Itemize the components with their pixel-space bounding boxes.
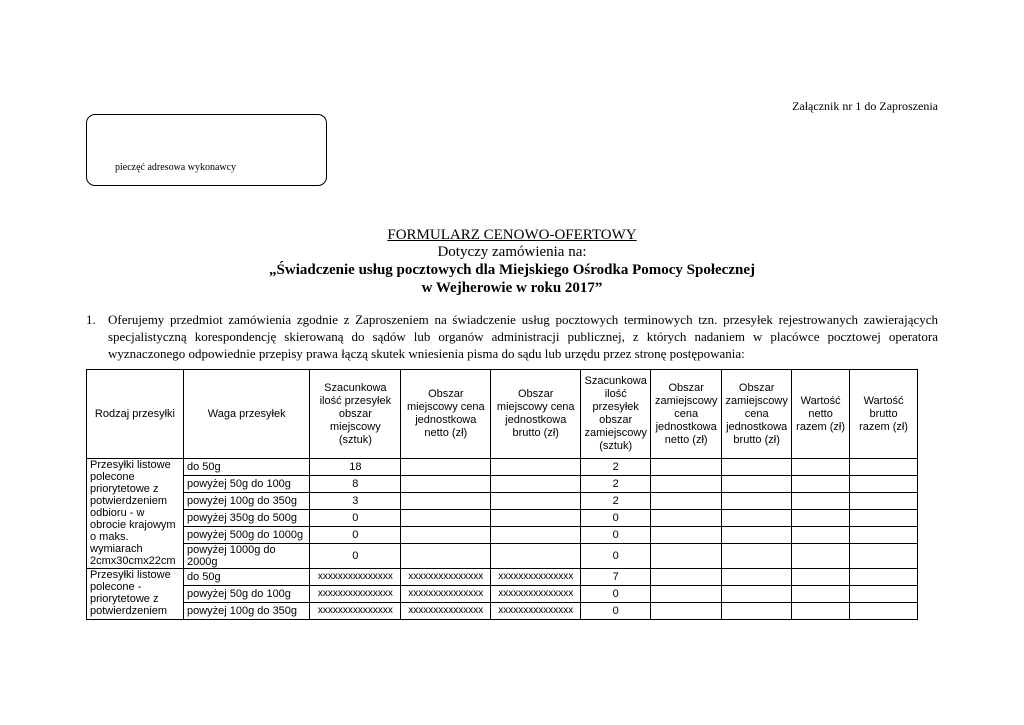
header-cell: Waga przesyłek: [183, 370, 309, 459]
weight-cell: powyżej 100g do 350g: [183, 603, 309, 620]
header-cell: Rodzaj przesyłki: [87, 370, 184, 459]
local-qty-cell: 0: [310, 510, 401, 527]
local-gross-price-cell[interactable]: [491, 493, 581, 510]
remote-net-price-cell[interactable]: [651, 476, 722, 493]
header-cell: Szacunkowa ilość przesyłek obszar miejscowy (sztuk): [310, 370, 401, 459]
local-qty-cell: 0: [310, 544, 401, 569]
remote-qty-cell: 2: [581, 476, 651, 493]
local-gross-price-cell: xxxxxxxxxxxxxxx: [491, 586, 581, 603]
table-row: [87, 476, 918, 493]
remote-net-price-cell[interactable]: [651, 493, 722, 510]
local-net-price-cell[interactable]: [401, 459, 491, 476]
remote-net-price-cell[interactable]: [651, 603, 722, 620]
local-qty-cell: xxxxxxxxxxxxxxx: [310, 569, 401, 586]
remote-gross-price-cell[interactable]: [722, 586, 792, 603]
order-subject-line-1: „Świadczenie usług pocztowych dla Miejskiego Ośrodka Pomocy Społecznej: [269, 262, 755, 278]
weight-cell: powyżej 500g do 1000g: [183, 527, 309, 544]
remote-net-price-cell[interactable]: [651, 544, 722, 569]
header-cell: Obszar miejscowy cena jednostkowa brutto (zł): [491, 370, 581, 459]
remote-qty-cell: 2: [581, 493, 651, 510]
local-qty-cell: 8: [310, 476, 401, 493]
local-gross-price-cell: xxxxxxxxxxxxxxx: [491, 569, 581, 586]
total-gross-cell[interactable]: [850, 544, 918, 569]
local-gross-price-cell[interactable]: [491, 544, 581, 569]
header-cell: Szacunkowa ilość przesyłek obszar zamiejscowy (sztuk): [581, 370, 651, 459]
local-net-price-cell: xxxxxxxxxxxxxxx: [401, 586, 491, 603]
remote-net-price-cell[interactable]: [651, 459, 722, 476]
remote-net-price-cell[interactable]: [651, 527, 722, 544]
total-net-cell[interactable]: [792, 586, 850, 603]
remote-gross-price-cell[interactable]: [722, 527, 792, 544]
remote-qty-cell: 0: [581, 527, 651, 544]
remote-gross-price-cell[interactable]: [722, 603, 792, 620]
table-row: [87, 603, 918, 620]
remote-net-price-cell[interactable]: [651, 586, 722, 603]
remote-net-price-cell[interactable]: [651, 569, 722, 586]
local-qty-cell: 0: [310, 527, 401, 544]
local-net-price-cell[interactable]: [401, 476, 491, 493]
remote-gross-price-cell[interactable]: [722, 544, 792, 569]
local-gross-price-cell[interactable]: [491, 510, 581, 527]
remote-gross-price-cell[interactable]: [722, 493, 792, 510]
total-net-cell[interactable]: [792, 527, 850, 544]
total-gross-cell[interactable]: [850, 527, 918, 544]
offer-number: 1.: [86, 312, 96, 327]
table-row: [87, 586, 918, 603]
local-net-price-cell: xxxxxxxxxxxxxxx: [401, 569, 491, 586]
weight-cell: do 50g: [183, 459, 309, 476]
weight-cell: powyżej 50g do 100g: [183, 476, 309, 493]
table-row: [87, 569, 918, 586]
total-net-cell[interactable]: [792, 569, 850, 586]
local-gross-price-cell[interactable]: [491, 459, 581, 476]
local-net-price-cell[interactable]: [401, 544, 491, 569]
local-gross-price-cell[interactable]: [491, 527, 581, 544]
total-gross-cell[interactable]: [850, 493, 918, 510]
weight-cell: powyżej 100g do 350g: [183, 493, 309, 510]
total-net-cell[interactable]: [792, 493, 850, 510]
table-header-row: [87, 370, 918, 459]
weight-cell: powyżej 1000g do 2000g: [183, 544, 309, 569]
table-row: [87, 459, 918, 476]
annex-label: Załącznik nr 1 do Zaproszenia: [792, 99, 938, 113]
category-cell: Przesyłki listowe polecone - priorytetowe z potwierdzeniem: [87, 569, 184, 620]
form-title-block: [0, 227, 1024, 297]
contractor-stamp-box: [86, 114, 327, 186]
total-gross-cell[interactable]: [850, 459, 918, 476]
total-gross-cell[interactable]: [850, 510, 918, 527]
weight-cell: do 50g: [183, 569, 309, 586]
remote-gross-price-cell[interactable]: [722, 476, 792, 493]
local-qty-cell: 3: [310, 493, 401, 510]
header-cell: Obszar zamiejscowy cena jednostkowa brutto (zł): [722, 370, 792, 459]
local-net-price-cell[interactable]: [401, 493, 491, 510]
local-net-price-cell[interactable]: [401, 527, 491, 544]
remote-qty-cell: 0: [581, 603, 651, 620]
remote-gross-price-cell[interactable]: [722, 569, 792, 586]
local-qty-cell: xxxxxxxxxxxxxxx: [310, 603, 401, 620]
offer-paragraph: [86, 311, 938, 362]
remote-net-price-cell[interactable]: [651, 510, 722, 527]
table-row: [87, 527, 918, 544]
form-subtitle: Dotyczy zamówienia na:: [437, 244, 587, 260]
header-cell: Obszar miejscowy cena jednostkowa netto (zł): [401, 370, 491, 459]
local-qty-cell: 18: [310, 459, 401, 476]
total-net-cell[interactable]: [792, 603, 850, 620]
offer-text: Oferujemy przedmiot zamówienia zgodnie z Zaproszeniem na świadczenie usług pocztowych terminowych tzn. przesyłek rejestrowanych zawierających specjalistyczną korespondencję skierowaną do sądów lub organów administracji publicznej, z których nadaniem w placówce pocztowej operatora wyznaczonego odpowiednie przepisy prawa łączą skutek wniesienia pisma do sądu lub urzędu przez stronę postępowania:: [108, 312, 938, 361]
local-gross-price-cell: xxxxxxxxxxxxxxx: [491, 603, 581, 620]
total-net-cell[interactable]: [792, 510, 850, 527]
remote-gross-price-cell[interactable]: [722, 510, 792, 527]
weight-cell: powyżej 50g do 100g: [183, 586, 309, 603]
order-subject-line-2: w Wejherowie w roku 2017”: [421, 280, 603, 296]
category-cell: Przesyłki listowe polecone priorytetowe z potwierdzeniem odbioru - w obrocie krajowym o maks. wymiarach 2cmx30cmx22cm: [87, 459, 184, 569]
total-gross-cell[interactable]: [850, 476, 918, 493]
local-net-price-cell[interactable]: [401, 510, 491, 527]
header-cell: Wartość netto razem (zł): [792, 370, 850, 459]
total-net-cell[interactable]: [792, 459, 850, 476]
local-gross-price-cell[interactable]: [491, 476, 581, 493]
form-title: FORMULARZ CENOWO-OFERTOWY: [387, 227, 637, 243]
weight-cell: powyżej 350g do 500g: [183, 510, 309, 527]
total-net-cell[interactable]: [792, 476, 850, 493]
header-cell: Obszar zamiejscowy cena jednostkowa netto (zł): [651, 370, 722, 459]
table-row: [87, 493, 918, 510]
table-row: [87, 544, 918, 569]
header-cell: Wartość brutto razem (zł): [850, 370, 918, 459]
remote-gross-price-cell[interactable]: [722, 459, 792, 476]
stamp-label: pieczęć adresowa wykonawcy: [115, 162, 237, 173]
remote-qty-cell: 2: [581, 459, 651, 476]
total-gross-cell[interactable]: [850, 603, 918, 620]
total-gross-cell[interactable]: [850, 569, 918, 586]
remote-qty-cell: 0: [581, 544, 651, 569]
table-row: [87, 510, 918, 527]
local-net-price-cell: xxxxxxxxxxxxxxx: [401, 603, 491, 620]
remote-qty-cell: 0: [581, 510, 651, 527]
total-net-cell[interactable]: [792, 544, 850, 569]
remote-qty-cell: 7: [581, 569, 651, 586]
total-gross-cell[interactable]: [850, 586, 918, 603]
remote-qty-cell: 0: [581, 586, 651, 603]
local-qty-cell: xxxxxxxxxxxxxxx: [310, 586, 401, 603]
price-table: [86, 369, 918, 620]
